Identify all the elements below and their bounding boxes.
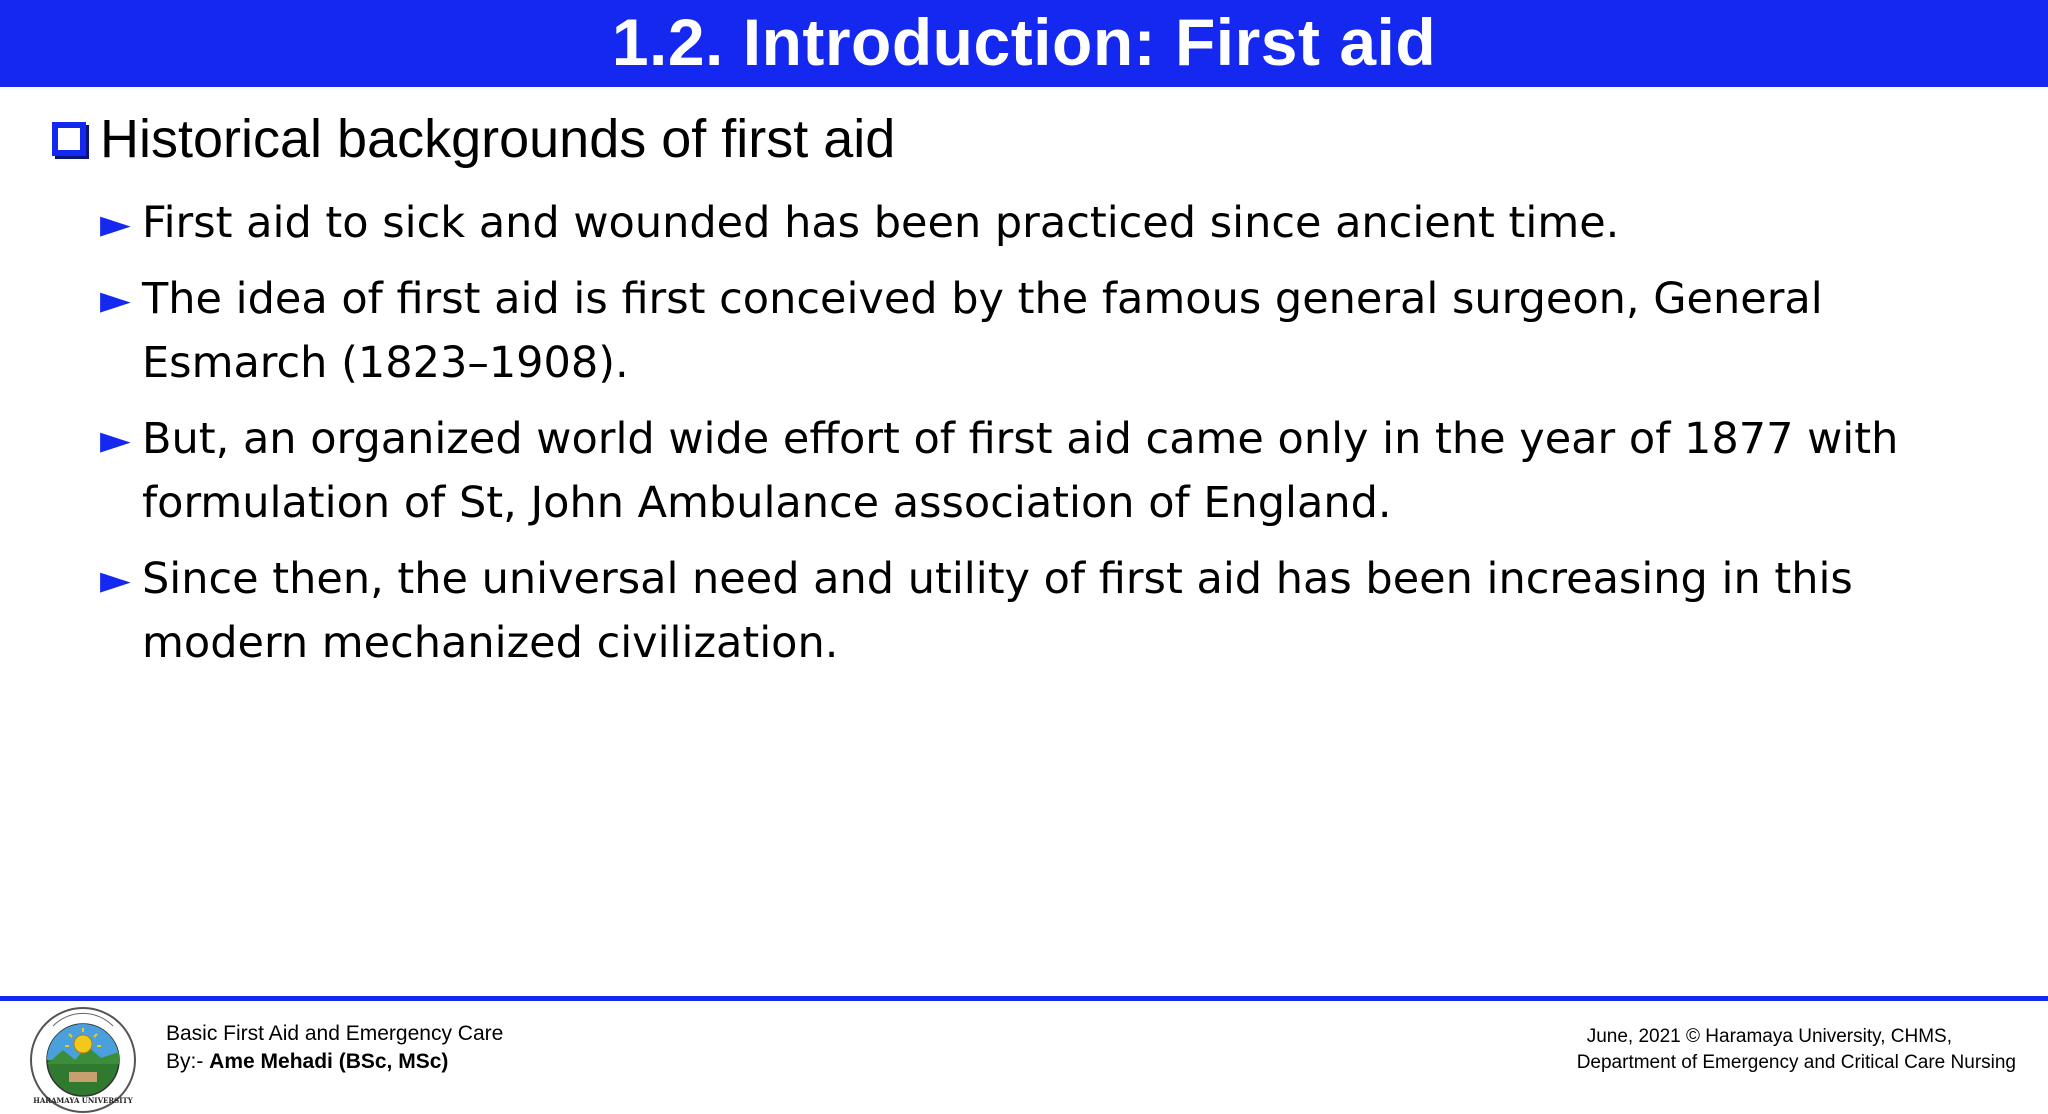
bullet-text-continued: Esmarch (1823–1908). [142, 338, 629, 388]
title-bar [0, 0, 2048, 87]
footer-date-line: June, 2021 © Haramaya University, CHMS, [1586, 1026, 1952, 1047]
section-heading-text: Historical backgrounds of first aid [100, 109, 896, 169]
course-name: Basic First Aid and Emergency Care [166, 1022, 504, 1045]
bullet-item [100, 408, 2000, 535]
footer-divider [0, 996, 2048, 1001]
bullet-text-continued: formulation of St, John Ambulance association of England. [142, 478, 1392, 528]
footer-institution-info [1416, 1024, 2016, 1076]
footer-course-info [166, 1020, 503, 1076]
section-heading [52, 108, 895, 170]
bullet-item [100, 192, 2000, 256]
footer-department: Department of Emergency and Critical Care Nursing [1576, 1052, 2016, 1073]
bullet-text: The idea of first aid is first conceived by the famous general surgeon, General [142, 274, 1823, 324]
bullet-item [100, 268, 2000, 395]
triangle-bullet-icon: ► [100, 201, 131, 247]
checkbox-bullet-icon [52, 122, 86, 156]
triangle-bullet-icon: ► [100, 557, 131, 603]
author-prefix: By:- [166, 1050, 210, 1073]
author-line [166, 1048, 503, 1076]
bullet-text-continued: modern mechanized civilization. [142, 618, 839, 668]
author-name: Ame Mehadi (BSc, MSc) [209, 1050, 449, 1073]
bullet-text: Since then, the universal need and utility of first aid has been increasing in this [142, 554, 1853, 604]
bullet-text: But, an organized world wide effort of first aid came only in the year of 1877 with [142, 414, 1899, 464]
bullet-text: First aid to sick and wounded has been practiced since ancient time. [142, 198, 1620, 248]
triangle-bullet-icon: ► [100, 417, 131, 463]
seal-text: HARAMAYA UNIVERSITY [33, 1096, 133, 1105]
bullet-item [100, 548, 2000, 675]
university-seal-icon [29, 1006, 137, 1114]
slide-title: 1.2. Introduction: First aid [611, 4, 1437, 79]
triangle-bullet-icon: ► [100, 277, 131, 323]
